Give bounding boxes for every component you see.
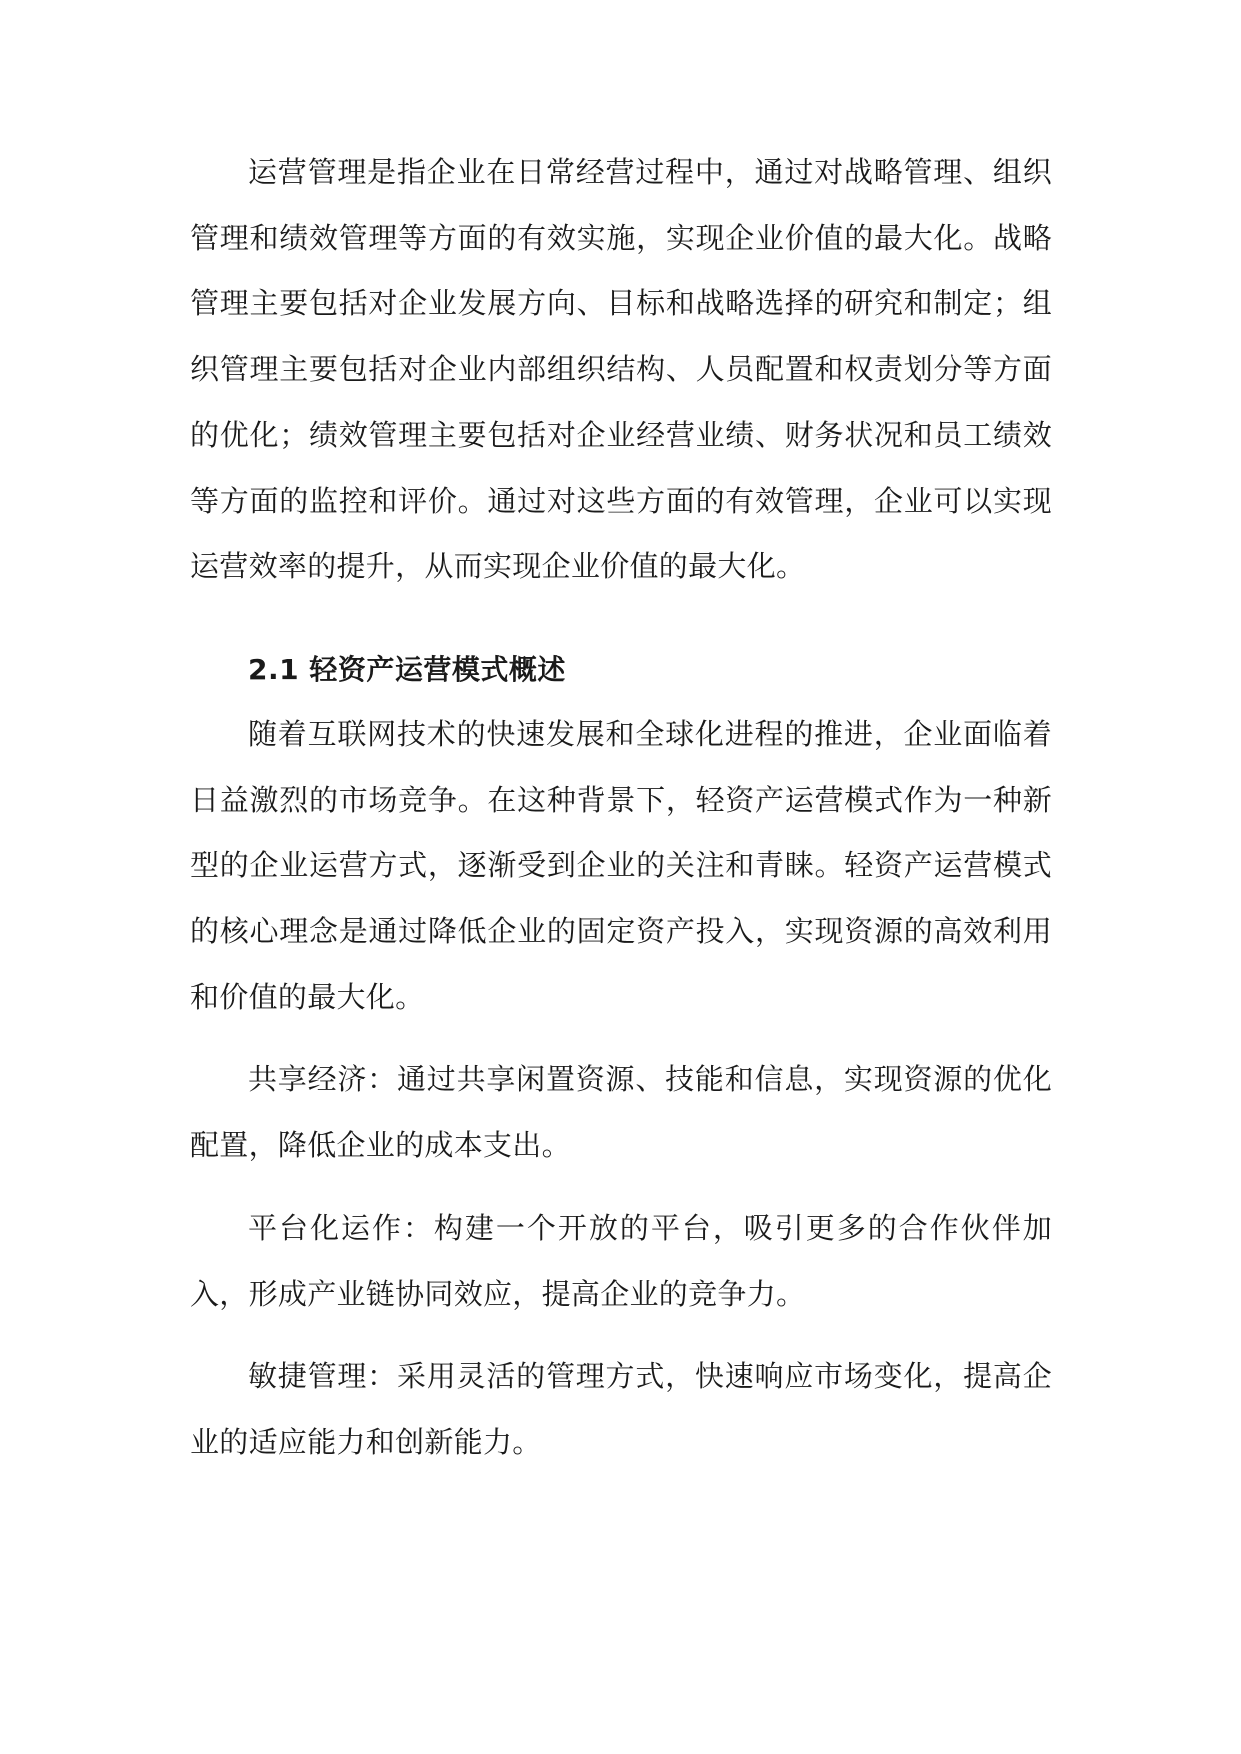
platform-operation-paragraph: 平台化运作：构建一个开放的平台，吸引更多的合作伙伴加入，形成产业链协同效应，提高企业的竞争力。 [190,1210,1052,1311]
section-heading: 2.1 轻资产运营模式概述 [248,652,566,686]
agile-management-paragraph: 敏捷管理：采用灵活的管理方式，快速响应市场变化，提高企业的适应能力和创新能力。 [190,1359,1052,1459]
sharing-economy-paragraph: 共享经济：通过共享闲置资源、技能和信息，实现资源的优化配置，降低企业的成本支出。 [190,1062,1052,1163]
section-paragraph: 随着互联网技术的快速发展和全球化进程的推进，企业面临着日益激烈的市场竞争。在这种背景下，轻资产运营模式作为一种新型的企业运营方式，逐渐受到企业的关注和青睐。轻资产运营模式的核心理念是通过降低企业的固定资产投入，实现资源的高效利用和价值的最大化。 [190,716,1052,1014]
document-body [190,140,1052,1476]
intro-paragraph: 运营管理是指企业在日常经营过程中，通过对战略管理、组织管理和绩效管理等方面的有效实施，实现企业价值的最大化。战略管理主要包括对企业发展方向、目标和战略选择的研究和制定；组织管理主要包括对企业内部组织结构、人员配置和权责划分等方面的优化；绩效管理主要包括对企业经营业绩、财务状况和员工绩效等方面的监控和评价。通过对这些方面的有效管理，企业可以实现运营效率的提升，从而实现企业价值的最大化。 [190,155,1052,584]
